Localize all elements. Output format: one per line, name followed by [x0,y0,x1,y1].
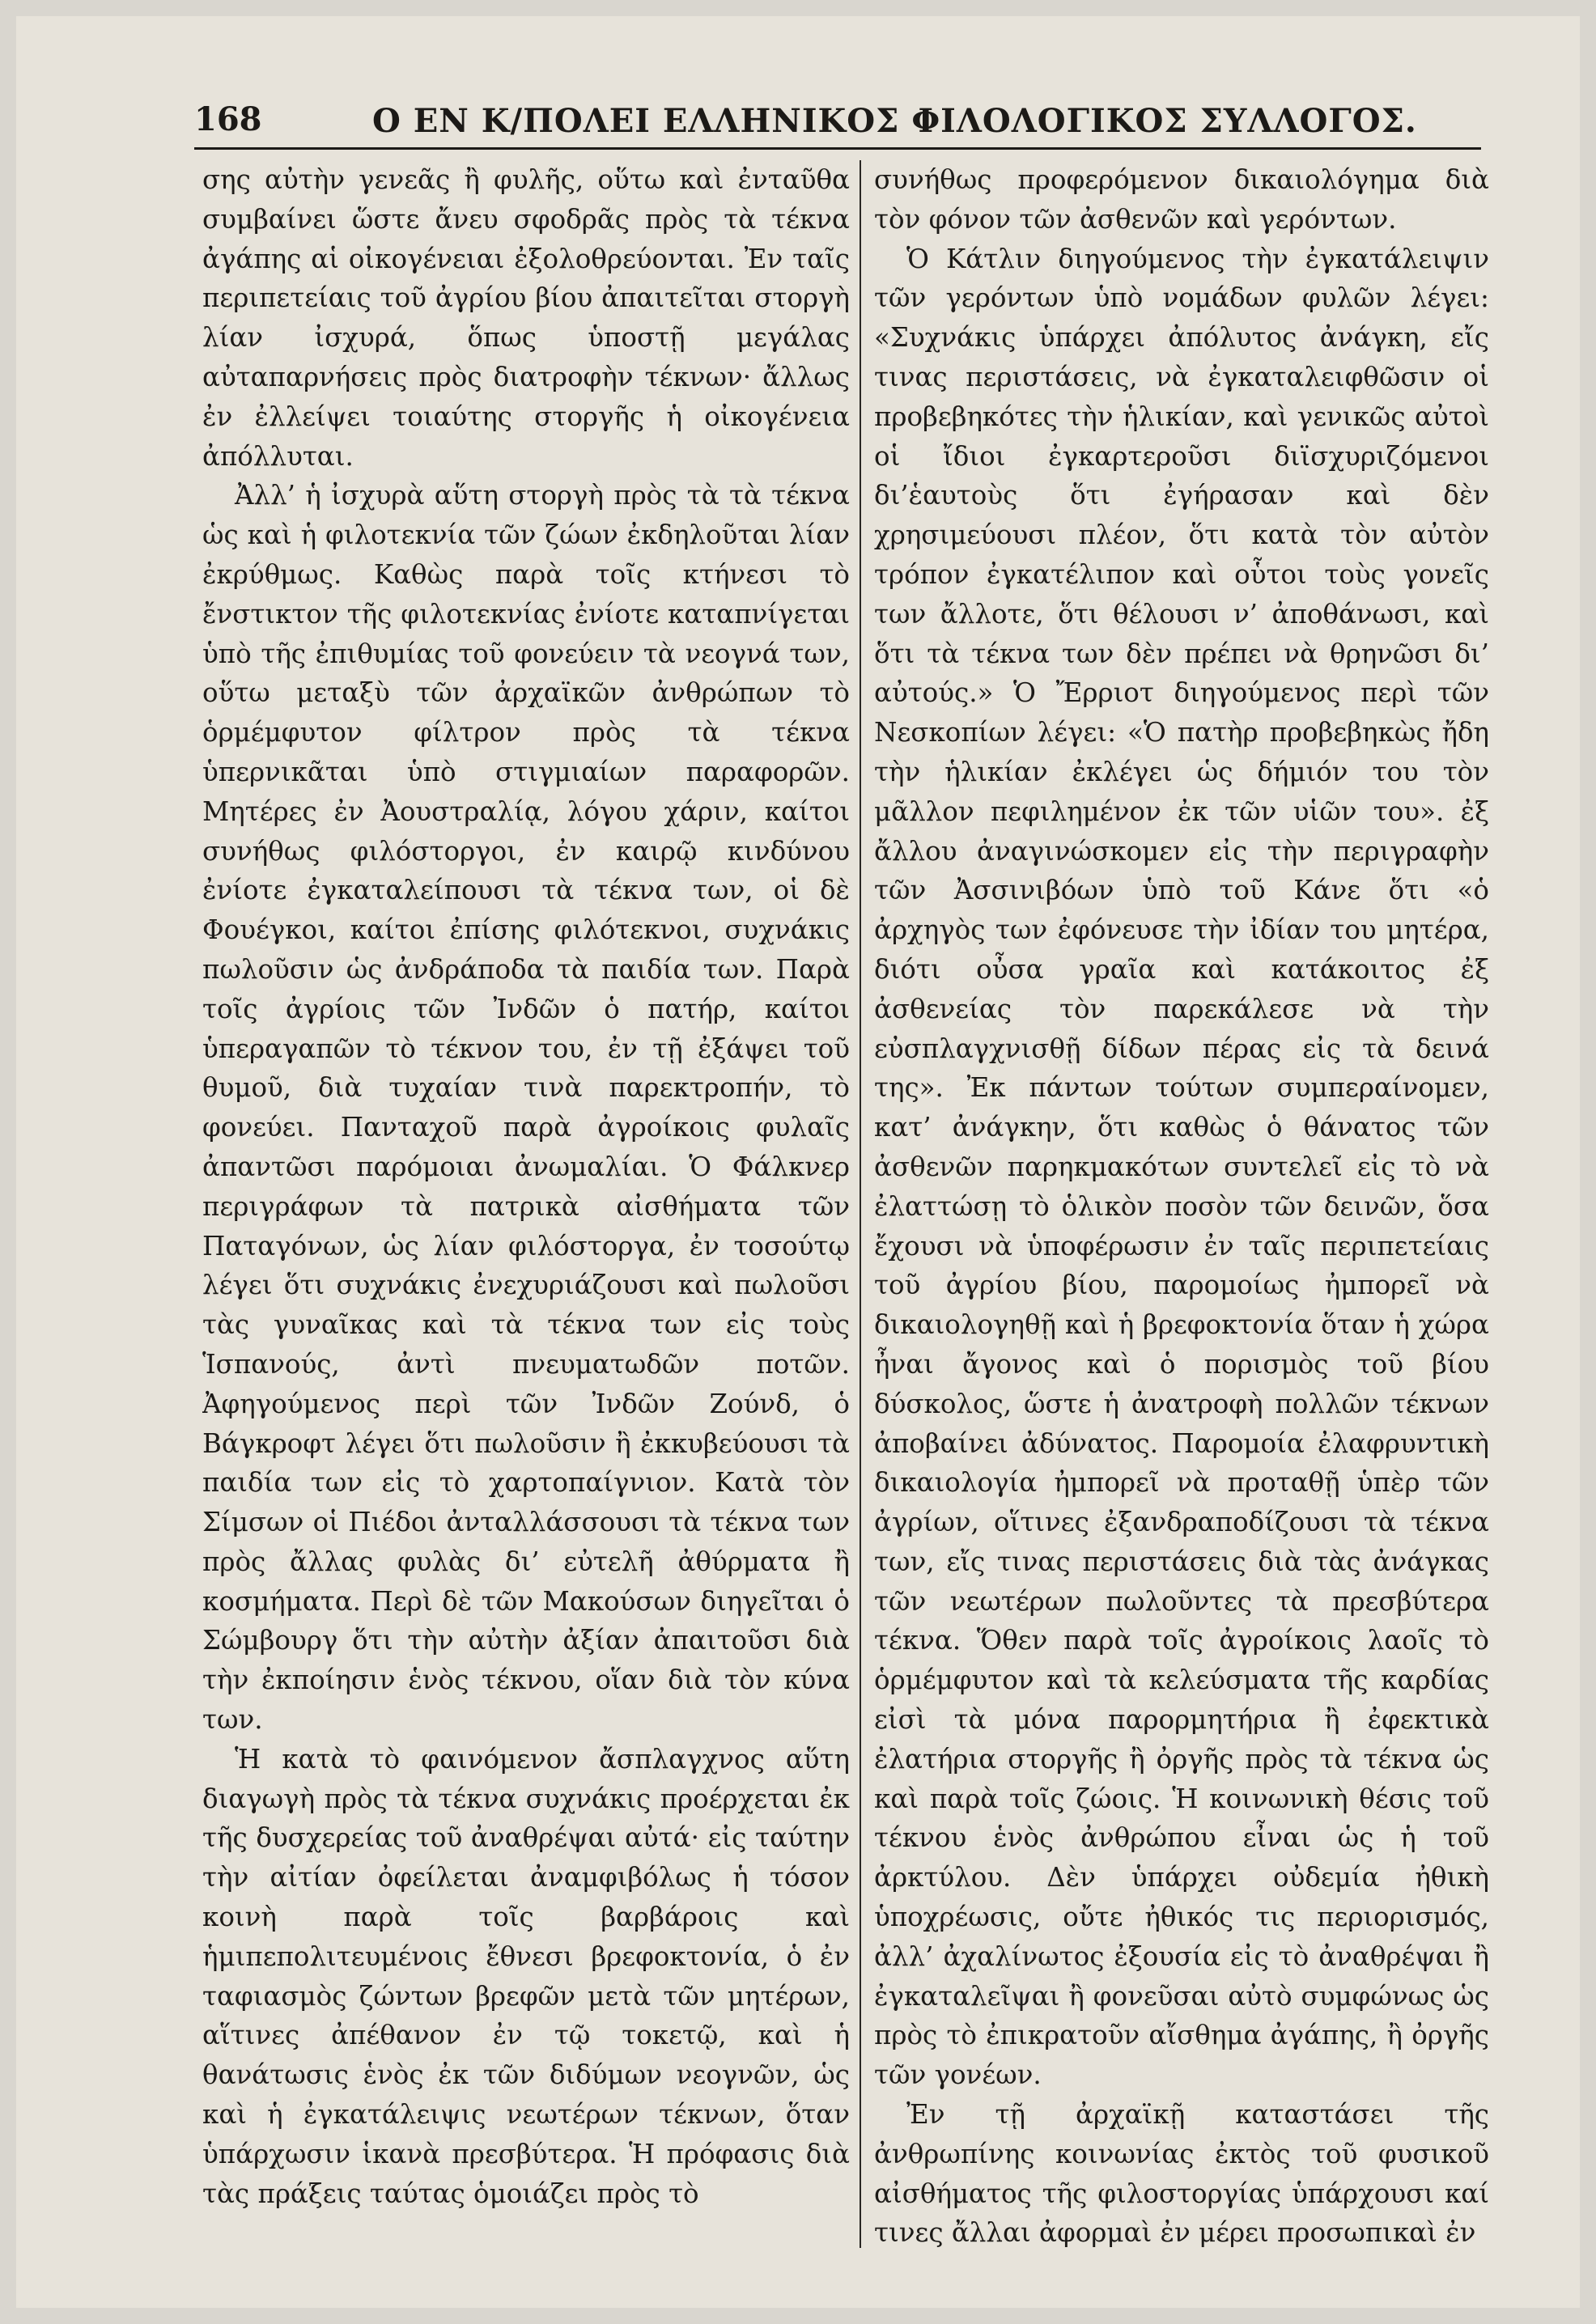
running-head: Ο ΕΝ Κ/ΠΟΛΕΙ ΕΛΛΗΝΙΚΟΣ ΦΙΛΟΛΟΓΙΚΟΣ ΣΥΛΛΟΓΟΣ. [372,102,1417,140]
paragraph: συνήθως προφερόμενον δικαιολόγημα διὰ τὸν φόνον τῶν ἀσθενῶν καὶ γερόντων. [874,164,1489,235]
page-header [194,91,1481,150]
right-column [874,160,1489,2264]
paragraph: Ἡ κατὰ τὸ φαινόμενον ἄσπλαγχνος αὕτη διαγωγὴ πρὸς τὰ τέκνα συχνάκις προέρχεται ἐκ τῆς δυσχερείας τοῦ ἀναθρέψαι αὐτά· εἰς ταύτην τὴν αἰτίαν ὀφείλεται ἀναμφιβόλως ἡ τόσον κοινὴ παρὰ τοῖς βαρβάροις καὶ ἡμιπεπολιτευμένοις ἔθνεσι βρεφοκτονία, ὁ ἐν ταφιασμὸς ζώντων βρεφῶν μετὰ τῶν μητέρων, αἵτινες ἀπέθανον ἐν τῷ τοκετῷ, καὶ ἡ θανάτωσις ἑνὸς ἐκ τῶν διδύμων νεογνῶν, ὡς καὶ ἡ ἐγκατάλειψις νεωτέρων τέκνων, ὅταν ὑπάρχωσιν ἱκανὰ πρεσβύτερα. Ἡ πρόφασις διὰ τὰς πράξεις ταύτας ὁμοιάζει πρὸς τὸ [202,1743,850,2209]
book-page [16,16,1580,2308]
paragraph: σης αὐτὴν γενεᾶς ἢ φυλῆς, οὕτω καὶ ἐνταῦθα συμβαίνει ὥστε ἄνευ σφοδρᾶς πρὸς τὰ τέκνα ἀγάπης αἱ οἰκογένειαι ἐξολοθρεύονται. Ἐν ταῖς περιπετείαις τοῦ ἀγρίου βίου ἀπαιτεῖται στοργὴ λίαν ἰσχυρά, ὅπως ὑποστῇ μεγάλας αὐταπαρνήσεις πρὸς διατροφὴν τέκνων· ἄλλως ἐν ἐλλείψει τοιαύτης στοργῆς ἡ οἰκογένεια ἀπόλλυται. [202,164,850,472]
paragraph: Ἀλλ’ ἡ ἰσχυρὰ αὕτη στοργὴ πρὸς τὰ τὰ τέκνα ὡς καὶ ἡ φιλοτεκνία τῶν ζώων ἐκδηλοῦται λίαν ἐκρύθμως. Καθὼς παρὰ τοῖς κτήνεσι τὸ ἔνστικτον τῆς φιλοτεκνίας ἐνίοτε καταπνίγεται ὑπὸ τῆς ἐπιθυμίας τοῦ φονεύειν τὰ νεογνά των, οὕτω μεταξὺ τῶν ἀρχαϊκῶν ἀνθρώπων τὸ ὁρμέμφυτον φίλτρον πρὸς τὰ τέκνα ὑπερνικᾶται ὑπὸ στιγμιαίων παραφορῶν. Μητέρες ἐν Ἀουστραλίᾳ, λόγου χάριν, καίτοι συνήθως φιλόστοργοι, ἐν καιρῷ κινδύνου ἐνίοτε ἐγκαταλείπουσι τὰ τέκνα των, οἱ δὲ Φουέγκοι, καίτοι ἐπίσης φιλότεκνοι, συχνάκις πωλοῦσιν ὡς ἀνδράποδα τὰ παιδία των. Παρὰ τοῖς ἀγρίοις τῶν Ἰνδῶν ὁ πατήρ, καίτοι ὑπεραγαπῶν τὸ τέκνον του, ἐν τῇ ἐξάψει τοῦ θυμοῦ, διὰ τυχαίαν τινὰ παρεκτροπήν, τὸ φονεύει. Πανταχοῦ παρὰ ἀγροίκοις φυλαῖς ἀπαντῶσι παρόμοιαι ἀνωμαλίαι. Ὁ Φάλκνερ περιγράφων τὰ πατρικὰ αἰσθήματα τῶν Παταγόνων, ὡς λίαν φιλόστοργα, ἐν τοσούτῳ λέγει ὅτι συχνάκις ἐνεχυριάζουσι καὶ πωλοῦσι τὰς γυναῖκας καὶ τὰ τέκνα των εἰς τοὺς Ἱσπανούς, ἀντὶ πνευματωδῶν ποτῶν. Ἀφηγούμενος περὶ τῶν Ἰνδῶν Ζούνδ, ὁ Βάγκροφτ λέγει ὅτι πωλοῦσιν ἢ ἐκκυβεύουσι τὰ παιδία των εἰς τὸ χαρτοπαίγνιον. Κατὰ τὸν Σίμσων οἱ Πιέδοι ἀνταλλάσσουσι τὰ τέκνα των πρὸς ἄλλας φυλὰς δι’ εὐτελῆ ἀθύρματα ἢ κοσμήματα. Περὶ δὲ τῶν Μακούσων διηγεῖται ὁ Σώμβουργ ὅτι τὴν αὐτὴν ἀξίαν ἀπαιτοῦσι διὰ τὴν ἐκποίησιν ἑνὸς τέκνου, οἵαν διὰ τὸν κύνα των. [202,480,850,1736]
paragraph: Ὁ Κάτλιν διηγούμενος τὴν ἐγκατάλειψιν τῶν γερόντων ὑπὸ νομάδων φυλῶν λέγει: «Συχνάκις ὑπάρχει ἀπόλυτος ἀνάγκη, εἴς τινας περιστάσεις, νὰ ἐγκαταλειφθῶσιν οἱ προβεβηκότες τὴν ἡλικίαν, καὶ γενικῶς αὐτοὶ οἱ ἴδιοι ἐγκαρτεροῦσι διϊσχυριζόμενοι δι’ἑαυτοὺς ὅτι ἐγήρασαν καὶ δὲν χρησιμεύουσι πλέον, ὅτι κατὰ τὸν αὐτὸν τρόπον ἐγκατέλιπον καὶ οὗτοι τοὺς γονεῖς των ἄλλοτε, ὅτι θέλουσι ν’ ἀποθάνωσι, καὶ ὅτι τὰ τέκνα των δὲν πρέπει νὰ θρηνῶσι δι’ αὐτούς.» Ὁ Ἔρριοτ διηγούμενος περὶ τῶν Νεσκοπίων λέγει: «Ὁ πατὴρ προβεβηκὼς ἤδη τὴν ἡλικίαν ἐκλέγει ὡς δήμιόν του τὸν μᾶλλον πεφιλημένον ἐκ τῶν υἱῶν του». ἐξ ἄλλου ἀναγινώσκομεν εἰς τὴν περιγραφὴν τῶν Ἀσσινιβόων ὑπὸ τοῦ Κάνε ὅτι «ὁ ἀρχηγὸς των ἐφόνευσε τὴν ἰδίαν του μητέρα, διότι οὖσα γραῖα καὶ κατάκοιτος ἐξ ἀσθενείας τὸν παρεκάλεσε νὰ τὴν εὐσπλαγχνισθῇ δίδων πέρας εἰς τὰ δεινά της». Ἐκ πάντων τούτων συμπεραίνομεν, κατ’ ἀνάγκην, ὅτι καθὼς ὁ θάνατος τῶν ἀσθενῶν παρηκμακότων συντελεῖ εἰς τὸ νὰ ἐλαττώσῃ τὸ ὁλικὸν ποσὸν τῶν δεινῶν, ὅσα ἔχουσι νὰ ὑποφέρωσιν ἐν ταῖς περιπετείαις τοῦ ἀγρίου βίου, παρομοίως ἠμπορεῖ νὰ δικαιολογηθῇ καὶ ἡ βρεφοκτονία ὅταν ἡ χώρα ἦναι ἄγονος καὶ ὁ πορισμὸς τοῦ βίου δύσκολος, ὥστε ἡ ἀνατροφὴ πολλῶν τέκνων ἀποβαίνει ἀδύνατος. Παρομοία ἐλαφρυντικὴ δικαιολογία ἠμπορεῖ νὰ προταθῇ ὑπὲρ τῶν ἀγρίων, οἵτινες ἐξανδραποδίζουσι τὰ τέκνα των, εἴς τινας περιστάσεις διὰ τὰς ἀνάγκας τῶν νεωτέρων πωλοῦντες τὰ πρεσβύτερα τέκνα. Ὅθεν παρὰ τοῖς ἀγροίκοις λαοῖς τὸ ὁρμέμφυτον καὶ τὰ κελεύσματα τῆς καρδίας εἰσὶ τὰ μόνα παρορμητήρια ἢ ἐφεκτικὰ ἐλατήρια στοργῆς ἢ ὀργῆς πρὸς τὰ τέκνα ὡς καὶ παρὰ τοῖς ζώοις. Ἡ κοινωνικὴ θέσις τοῦ τέκνου ἑνὸς ἀνθρώπου εἶναι ὡς ἡ τοῦ ἀρκτύλου. Δὲν ὑπάρχει οὐδεμία ἠθικὴ ὑποχρέωσις, οὔτε ἠθικός τις περιορισμός, ἀλλ’ ἀχαλίνωτος ἐξουσία εἰς τὸ ἀναθρέψαι ἢ ἐγκαταλεῖψαι ἢ φονεῦσαι αὐτὸ συμφώνως ὡς πρὸς τὸ ἐπικρατοῦν αἴσθημα ἀγάπης, ἢ ὀργῆς τῶν γονέων. [874,243,1489,2091]
left-column [202,160,850,2264]
column-divider [860,160,861,2248]
page-number: 168 [194,100,262,138]
paragraph: Ἐν τῇ ἀρχαϊκῇ καταστάσει τῆς ἀνθρωπίνης κοινωνίας ἐκτὸς τοῦ φυσικοῦ αἰσθήματος τῆς φιλοστοργίας ὑπάρχουσι καί τινες ἄλλαι ἀφορμαὶ ἐν μέρει προσωπικαὶ ἐν [874,2099,1489,2249]
